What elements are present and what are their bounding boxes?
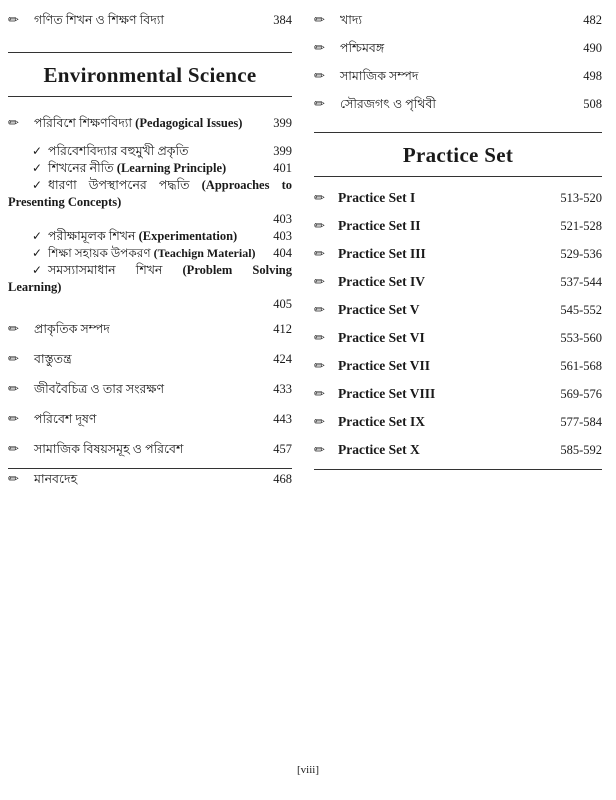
practice-set-item[interactable] [314,441,602,459]
title-en: (Teachign Material) [153,246,256,260]
subtopic-title [8,262,292,296]
practice-set-pages: 569-576 [560,387,602,401]
toc-entry-page: 457 [273,442,292,456]
toc-entry-page: 443 [273,412,292,426]
toc-entry-page: 384 [273,13,292,27]
check-icon: ✓ [32,144,43,158]
practice-set-pages: 545-552 [560,303,602,317]
practice-set-title: Practice Set X [338,442,420,457]
check-icon: ✓ [32,161,43,175]
pencil-icon: ✏ [8,321,19,336]
practice-set-title: Practice Set I [338,190,416,205]
pencil-icon: ✏ [8,471,19,486]
toc-entry[interactable] [314,68,602,84]
toc-entry-page: 433 [273,382,292,396]
practice-set-pages: 553-560 [560,331,602,345]
subtopic-item[interactable] [8,245,292,262]
practice-set-list [314,189,602,459]
practice-set-pages: 577-584 [560,415,602,429]
toc-entry[interactable] [8,441,292,457]
pencil-icon: ✏ [314,246,325,261]
practice-set-pages: 521-528 [560,219,602,233]
subtopic-title [48,228,273,245]
toc-entry-pedagogy[interactable] [8,115,292,131]
practice-set-title: Practice Set IV [338,274,425,289]
pencil-icon: ✏ [314,414,325,429]
practice-set-item[interactable] [314,385,602,403]
right-column [314,0,602,470]
practice-set-item[interactable] [314,189,602,207]
toc-entry[interactable] [8,351,292,367]
title-bn: ধারণা উপস্থাপনের পদ্ধতি [48,178,190,192]
pencil-icon: ✏ [314,330,325,345]
practice-set-title: Practice Set V [338,302,420,317]
toc-entry-page: 468 [273,472,292,486]
section-rule [8,96,292,97]
toc-entry[interactable] [314,96,602,112]
toc-entry-title: জীববৈচিত্র ও তার সংরক্ষণ [34,382,165,396]
toc-entry-title: গণিত শিখন ও শিক্ষণ বিদ্যা [34,13,165,27]
toc-entry-title: খাদ্য [340,13,363,27]
pencil-icon: ✏ [8,411,19,426]
subtopic-page: 399 [273,144,292,158]
pencil-icon: ✏ [314,358,325,373]
toc-entry-page: 399 [273,116,292,130]
toc-entry[interactable] [8,411,292,427]
toc-entry-title: পশ্চিমবঙ্গ [340,41,385,55]
toc-entry[interactable] [8,12,292,28]
pencil-icon: ✏ [314,442,325,457]
toc-entry-title: মানবদেহ [34,472,78,486]
subtopic-page: 405 [273,297,292,311]
toc-entry[interactable] [314,12,602,28]
title-en: (Learning Principle) [116,161,227,175]
check-icon: ✓ [32,229,43,243]
title-bn: পরীক্ষামূলক শিখন [48,229,136,243]
toc-entry-title: প্রাকৃতিক সম্পদ [34,322,110,336]
pencil-icon: ✏ [314,12,325,27]
check-icon: ✓ [32,178,43,192]
subtopic-page: 401 [273,161,292,175]
toc-entry-page: 424 [273,352,292,366]
pencil-icon: ✏ [314,190,325,205]
toc-entry-page: 412 [273,322,292,336]
pencil-icon: ✏ [314,68,325,83]
pencil-icon: ✏ [314,274,325,289]
toc-entry-page: 508 [583,97,602,111]
title-bn: শিখনের নীতি [48,161,114,175]
subtopic-item[interactable] [8,262,292,313]
practice-set-item[interactable] [314,329,602,347]
check-icon: ✓ [32,263,43,277]
practice-set-item[interactable] [314,301,602,319]
pencil-icon: ✏ [8,351,19,366]
toc-entry-page: 482 [583,13,602,27]
page-number: [viii] [297,764,319,776]
pencil-icon: ✏ [314,218,325,233]
toc-entry-title: সামাজিক বিষয়সমূহ ও পরিবেশ [34,442,184,456]
practice-set-title: Practice Set VIII [338,386,436,401]
subtopic-list [8,143,292,313]
title-en: (Experimentation) [138,229,238,243]
subtopic-title [8,177,292,211]
toc-entry[interactable] [8,471,292,487]
practice-set-title: Practice Set VI [338,330,425,345]
practice-set-title: Practice Set IX [338,414,425,429]
title-bn: সমস্যাসমাধান শিখন [48,263,163,277]
practice-set-title: Practice Set VII [338,358,430,373]
title-en: (Problem Solving Learning) [8,263,292,294]
pencil-icon: ✏ [8,381,19,396]
practice-set-item[interactable] [314,217,602,235]
column-bottom-rule [8,468,292,469]
toc-entry-title: সামাজিক সম্পদ [340,69,419,83]
pencil-icon: ✏ [8,441,19,456]
pencil-icon: ✏ [314,40,325,55]
pencil-icon: ✏ [314,386,325,401]
column-bottom-rule [314,469,602,470]
toc-entry[interactable] [314,40,602,56]
subtopic-title [48,160,273,177]
title-en: (Approaches to Presenting Concepts) [8,178,293,209]
section-title-environmental-science: Environmental Science [43,63,257,87]
toc-entry[interactable] [8,321,292,337]
practice-set-item[interactable] [314,413,602,431]
practice-set-item[interactable] [314,273,602,291]
subtopic-title: পরিবেশবিদ্যার বহুমুখী প্রকৃতি [48,144,189,158]
toc-entry-title [34,115,269,131]
practice-set-item[interactable] [314,245,602,263]
toc-entry-title: সৌরজগৎ ও পৃথিবী [340,97,436,111]
practice-set-title: Practice Set III [338,246,426,261]
section-title-practice-set: Practice Set [402,143,514,167]
pencil-icon: ✏ [8,115,19,130]
left-column [8,0,292,487]
subtopic-item[interactable] [8,143,292,160]
toc-entry-title: পরিবেশ দূষণ [34,412,97,426]
toc-entry-title: বাস্তুতন্ত্র [34,352,72,366]
practice-set-pages: 529-536 [560,247,602,261]
subtopic-title [48,245,273,262]
practice-set-pages: 585-592 [560,443,602,457]
practice-set-pages: 561-568 [560,359,602,373]
practice-set-item[interactable] [314,357,602,375]
toc-entry-list [8,321,292,487]
subtopic-page: 403 [273,212,292,226]
title-bn: শিক্ষা সহায়ক উপকরণ [48,246,151,260]
pencil-icon: ✏ [314,302,325,317]
check-icon: ✓ [32,246,43,260]
practice-set-title: Practice Set II [338,218,421,233]
toc-entry-page: 490 [583,41,602,55]
subtopic-item[interactable] [8,228,292,245]
practice-set-pages: 513-520 [560,191,602,205]
pencil-icon: ✏ [314,96,325,111]
pencil-icon: ✏ [8,12,19,27]
toc-entry[interactable] [8,381,292,397]
section-rule [314,176,602,177]
subtopic-item[interactable] [8,160,292,177]
title-en: (Pedagogical Issues) [135,116,243,130]
toc-entry-page: 498 [583,69,602,83]
title-bn: পরিবিশে শিক্ষণবিদ্যা [34,116,133,130]
practice-set-pages: 537-544 [560,275,602,289]
subtopic-item[interactable] [8,177,292,228]
subtopic-page: 404 [273,246,292,260]
subtopic-page: 403 [273,229,292,243]
